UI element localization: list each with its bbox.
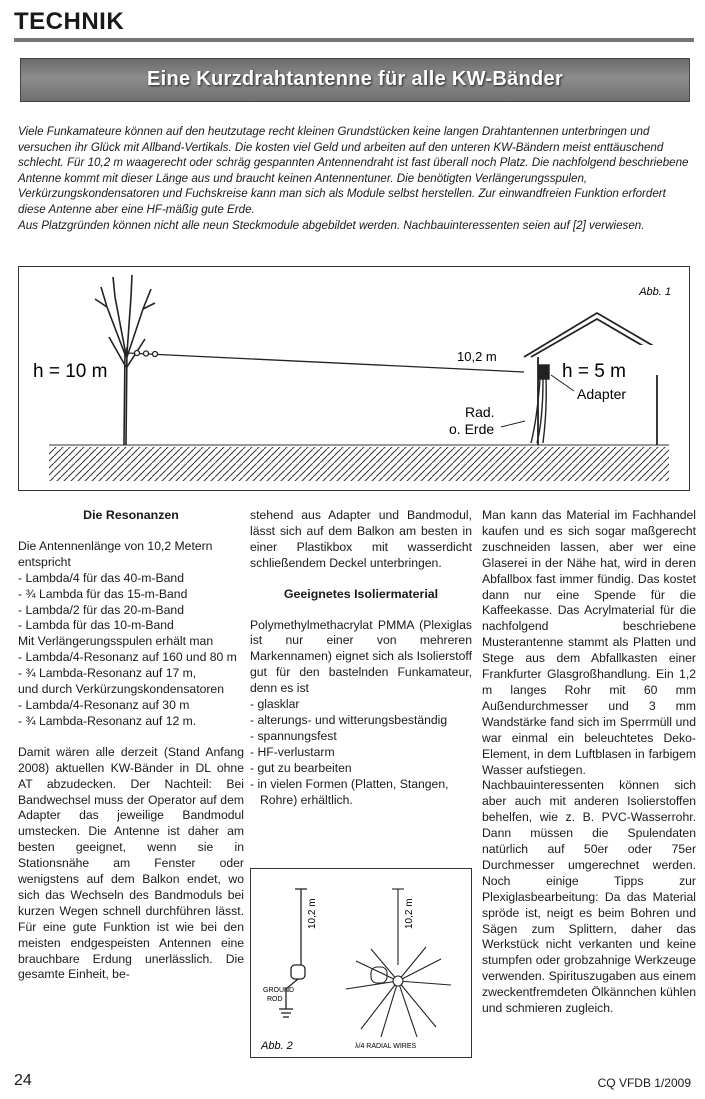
tree-height-label: h = 10 m xyxy=(33,361,108,382)
list-item: - Lambda/4-Resonanz auf 160 und 80 m xyxy=(18,650,237,665)
journal-issue: CQ VFDB 1/2009 xyxy=(597,1076,691,1090)
list-item: - HF-verlustarm xyxy=(250,744,335,759)
col2-para-1: stehend aus Adapter und Bandmodul, lässt sich auf dem Balkon am besten in einer Plastikbox mit wasserdicht schließendem Deckel unterbringen. xyxy=(250,508,472,570)
list-item: - Lambda/4 für das 40-m-Band xyxy=(18,570,184,585)
list-item: - alterungs- und witterungsbeständig xyxy=(250,712,448,727)
radials-label: λ/4 RADIAL WIRES xyxy=(355,1043,417,1050)
tree-icon xyxy=(95,275,155,445)
wire-length-label: 10,2 m xyxy=(457,349,497,364)
antenna-setup-diagram xyxy=(19,267,691,492)
page-number: 24 xyxy=(14,1072,32,1089)
intro-paragraph xyxy=(18,124,690,233)
list-item: - glasklar xyxy=(250,697,300,712)
right-antenna xyxy=(346,889,451,1037)
header-rule xyxy=(14,38,694,42)
radial-label-line2: o. Erde xyxy=(449,421,495,437)
col1-para-3: und durch Verkürzungskondensatoren xyxy=(18,682,224,697)
radial-pointer xyxy=(501,421,525,427)
column-2 xyxy=(250,508,472,808)
ground-hatch xyxy=(49,447,669,481)
list-item: - Lambda/2 für das 20-m-Band xyxy=(18,602,184,617)
heading-resonances: Die Resonanzen xyxy=(83,508,179,522)
list-item: - Lambda/4-Resonanz auf 30 m xyxy=(18,697,190,712)
right-length-label: 10,2 m xyxy=(404,898,415,929)
intro-text-2: Aus Platzgründen können nicht alle neun Steckmodule abgebildet werden. Nachbauinteressenten seien auf [2] verwiesen. xyxy=(18,218,645,232)
resonance-list-3 xyxy=(18,698,244,730)
list-item: - Lambda für das 10-m-Band xyxy=(18,618,174,633)
ground-rod-label-2: ROD xyxy=(267,996,283,1003)
ground-rod-label-1: GROUND xyxy=(263,987,295,994)
adapter-label: Adapter xyxy=(577,386,627,402)
section-label: TECHNIK xyxy=(14,8,125,35)
left-antenna xyxy=(279,889,307,1017)
radial-label-line1: Rad. xyxy=(465,404,495,420)
resonance-list-1 xyxy=(18,571,244,635)
figure-antenna-setup xyxy=(18,266,690,491)
column-3 xyxy=(482,508,696,1017)
house-height-label: h = 5 m xyxy=(562,361,626,382)
left-length-label: 10,2 m xyxy=(307,898,318,929)
heading-insulation: Geeignetes Isoliermaterial xyxy=(283,586,439,601)
article-title: Eine Kurzdrahtantenne für alle KW-Bänder xyxy=(146,68,564,90)
resonance-list-2 xyxy=(18,650,244,682)
grounding-diagram xyxy=(251,869,473,1059)
col1-para-1: Die Antennenlänge von 10,2 Metern entspricht xyxy=(18,538,213,569)
intro-text-1: Viele Funkamateure können auf den heutzutage recht kleinen Grundstücken keine langen Drahtantennen unterbringen und versuchen ihr Glück mit Allband-Vertikals. Die kosten viel Geld und arbeiten auf den unteren KW-Bändern meist enttäuschend schlecht. Für 10,2 m waagerecht oder schräg gespannten Antennendraht ist fast überall noch Platz. Die nachfolgend beschriebene Antenne kommt mit dieser Länge aus und braucht keinen Antennentuner. Die benötigten Verlängerungsspulen, Verkürzungskondensatoren und Fuchskreise kann man sich als Module selbst herstellen. Zur einwandfreien Funktion erfordert diese Antenne aber eine HF-mäßig gute Erde. xyxy=(18,125,689,216)
figure2-caption: Abb. 2 xyxy=(261,1040,293,1052)
list-item: - ¾ Lambda-Resonanz auf 17 m, xyxy=(18,666,197,681)
col3-para-2: Nachbauinteressenten können sich aber auch mit anderen Isolierstoffen behelfen, wie z. B. PVC-Wasserrohr. Dann müssen die Spulendaten natürlich auf 50er oder 75er Durchmesser umgerechnet werden. Noch einige Tipps zur Plexiglasbearbeitung: Da das Material spröde ist, neigt es beim Bohren und Sägen zum Splittern, daher das Werkstück nicht verkanten und keine stumpfen oder grobzahnige Werkzeuge verwenden. Spirituszugaben aus einem zweckentfremdeten Ölkännchen kühlen und schmieren zugleich. xyxy=(482,778,696,1016)
list-item: - gut zu bearbeiten xyxy=(250,760,352,775)
adapter-icon xyxy=(531,365,549,443)
property-list xyxy=(250,697,472,808)
figure1-caption: Abb. 1 xyxy=(639,286,671,298)
col1-para-4: Damit wären alle derzeit (Stand Anfang 2008) aktuellen KW-Bänder in DL ohne AT abzudecken. Der Nachteil: Bei Bandwechsel muss der Operator auf dem Adapter das jeweilige Bandmodul umstecken. Die Antenne ist daher am besten geeignet, wenn sie in Stationsnähe am Fenster oder wenigstens auf dem Balkon endet, wo sich das Wechseln des Bandmoduls bei kurzen Wegen schnell durchführen lässt. Für eine gute Funktion ist wie bei den meisten endgespeisten Antennen eine brauchbare Erdung unerlässlich. Die gesamte Einheit, be- xyxy=(18,744,244,982)
title-banner xyxy=(20,58,690,102)
col3-para-1: Man kann das Material im Fachhandel kaufen und es sich sogar maßgerecht zuschneiden lassen, aber wer eine Glaserei in der Nähe hat, wird in deren Abfallbox fast immer fündig. Das kostet dann nur eine Spende für die Kaffeekasse. Das Acrylmaterial für die nachfolgend beschriebene Musterantenne stammt als Platten und Stege aus dem Abfallkasten einer Frankfurter Glasgroßhandlung. Ein 1,2 m langes Rohr mit 60 mm Außendurchmesser und 3 mm Wandstärke fand sich im Sperrmüll und war einmal ein beleuchtetes Deko-Element, in dem Luftblasen in farbigem Wasser aufstiegen. xyxy=(482,508,696,777)
column-1 xyxy=(18,508,244,983)
list-item: - in vielen Formen (Platten, Stangen, Rohre) erhältlich. xyxy=(250,776,449,807)
list-item: - spannungsfest xyxy=(250,728,337,743)
list-item: - ¾ Lambda-Resonanz auf 12 m. xyxy=(18,713,197,728)
col2-para-2: Polymethylmethacrylat PMMA (Plexiglas ist nur einer von mehreren Markennamen) eignet sich als Isolierstoff gut für den bastelnden Funkamateur, denn es ist xyxy=(250,617,472,696)
list-item: - ¾ Lambda für das 15-m-Band xyxy=(18,586,188,601)
figure-grounding xyxy=(250,868,472,1058)
col1-para-2: Mit Verlängerungsspulen erhält man xyxy=(18,634,214,649)
